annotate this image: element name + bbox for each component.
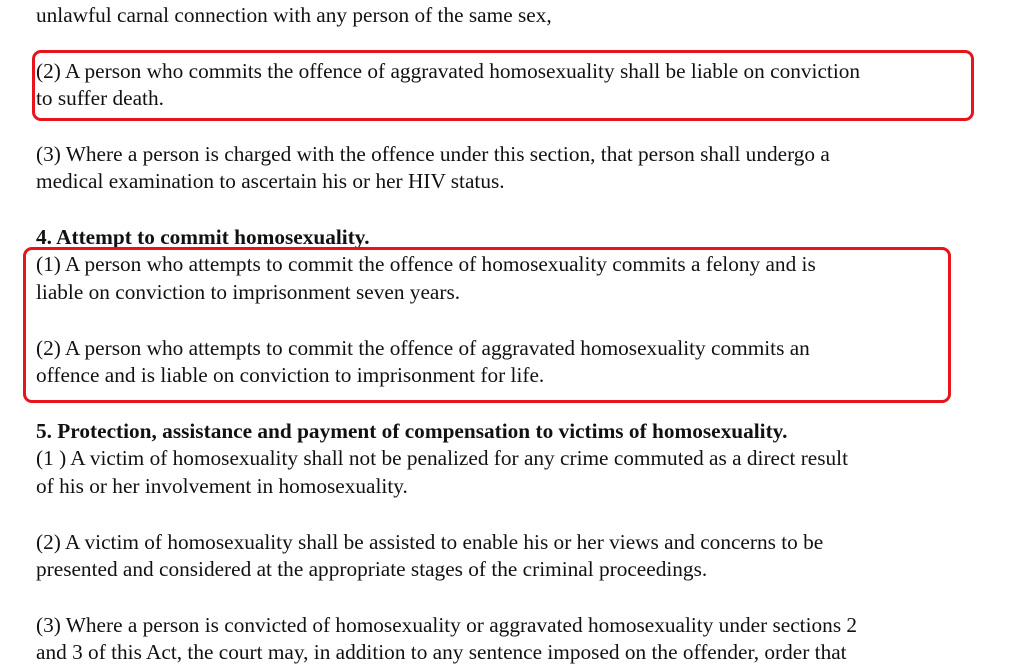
text-line: (3) Where a person is convicted of homosexuality or aggravated homosexuality under sections 2: [36, 613, 858, 637]
text-line: (2) A person who attempts to commit the offence of aggravated homosexuality commits an: [36, 336, 810, 360]
text-line: medical examination to ascertain his or her HIV status.: [36, 169, 505, 193]
text-line: presented and considered at the appropriate stages of the criminal proceedings.: [36, 557, 708, 581]
text-line: liable on conviction to imprisonment seven years.: [36, 280, 461, 304]
section-heading: 4. Attempt to commit homosexuality.: [36, 225, 370, 249]
section-heading: 5. Protection, assistance and payment of compensation to victims of homosexuality.: [36, 419, 788, 443]
text-line: (3) Where a person is charged with the offence under this section, that person shall undergo a: [36, 142, 830, 166]
text-line: to suffer death.: [36, 86, 164, 110]
text-line: offence and is liable on conviction to imprisonment for life.: [36, 363, 545, 387]
text-line: (2) A victim of homosexuality shall be assisted to enable his or her views and concerns to be: [36, 530, 824, 554]
text-line: and 3 of this Act, the court may, in addition to any sentence imposed on the offender, order that: [36, 640, 847, 664]
text-line: (1) A person who attempts to commit the offence of homosexuality commits a felony and is: [36, 252, 816, 276]
text-line: unlawful carnal connection with any person of the same sex,: [36, 3, 552, 27]
text-line: (2) A person who commits the offence of aggravated homosexuality shall be liable on conviction: [36, 59, 861, 83]
text-line: of his or her involvement in homosexuality.: [36, 474, 408, 498]
text-line: (1 ) A victim of homosexuality shall not be penalized for any crime commuted as a direct result: [36, 446, 849, 470]
